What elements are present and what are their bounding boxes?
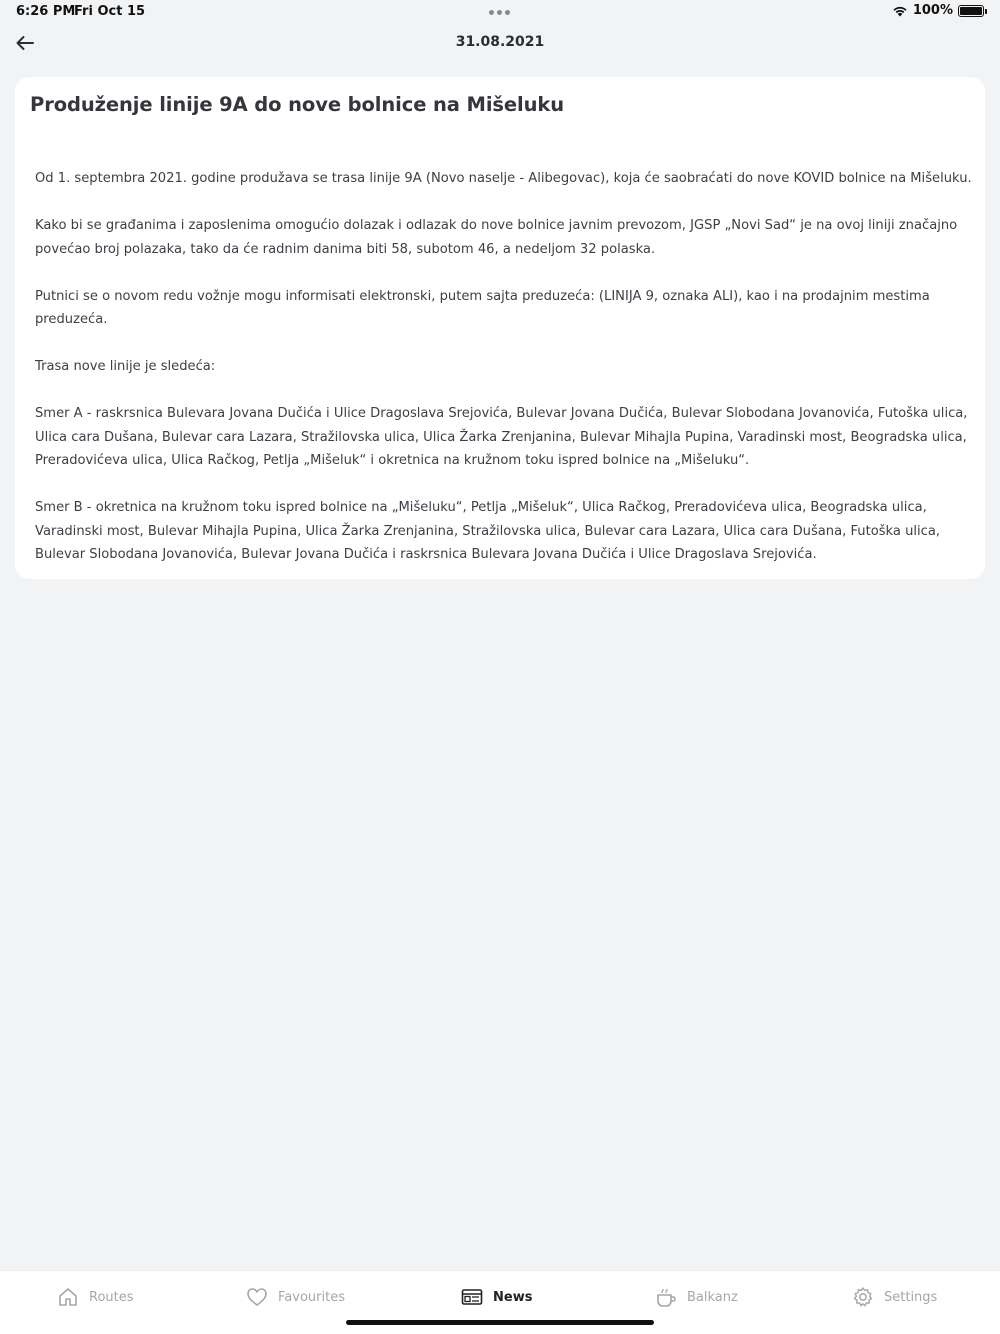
tab-routes[interactable] xyxy=(57,1285,134,1309)
tab-settings[interactable] xyxy=(852,1285,937,1309)
tab-favourites[interactable] xyxy=(246,1285,345,1309)
home-icon xyxy=(57,1286,79,1308)
status-date: Fri Oct 15 xyxy=(74,4,146,19)
status-bar xyxy=(0,0,1000,24)
article-paragraph: Smer B - okretnica na kružnom toku ispred bolnice na „Mišeluku“, Petlja „Mišeluk“, Ulica Račkog, Preradovićeva ulica, Beogradska ulica, Varadinski most, Bulevar Mihajla Pupina, Ulica Žarka Zrenjanina, Stražilovska ulica, Bulevar cara Lazara, Ulica cara Dušana, Futoška ulica, Bulevar Slobodana Jovanovića, Bulevar Jovana Dučića i raskrsnica Bulevara Jovana Dučića i Ulice Dragoslava Srejovića. xyxy=(35,500,941,562)
article-paragraph: Smer A - raskrsnica Bulevara Jovana Dučića i Ulice Dragoslava Srejovića, Bulevar Jovana Dučića, Bulevar Slobodana Jovanovića, Futoška ulica, Ulica cara Dušana, Bulevar cara Lazara, Stražilovska ulica, Ulica Žarka Zrenjanina, Bulevar Mihajla Pupina, Varadinski most, Beogradska ulica, Preradovićeva ulica, Ulica Račkog, Petlja „Mišeluk“ i okretnica na kružnom toku ispred bolnice na „Mišeluku“. xyxy=(35,406,968,468)
home-indicator[interactable] xyxy=(346,1320,654,1325)
heart-icon xyxy=(246,1286,268,1308)
gear-icon xyxy=(852,1286,874,1308)
multitasking-dots-icon[interactable] xyxy=(489,10,510,15)
article-card xyxy=(15,77,985,579)
battery-icon xyxy=(958,5,984,17)
article-title: Produženje linije 9A do nove bolnice na Mišeluku xyxy=(30,93,565,116)
coffee-cup-icon xyxy=(655,1286,677,1308)
article-paragraph: Putnici se o novom redu vožnje mogu informisati elektronski, putem sajta preduzeća: (LINIJA 9, oznaka ALI), kao i na prodajnim mestima preduzeća. xyxy=(35,288,930,327)
tab-label: News xyxy=(493,1289,533,1305)
tab-news[interactable] xyxy=(461,1285,532,1309)
article-paragraph: Kako bi se građanima i zaposlenima omogućio dolazak i odlazak do nove bolnice javnim prevozom, JGSP „Novi Sad“ je na ovoj liniji značajno povećao broj polazaka, tako da će radnim danima biti 58, subotom 46, a nedeljom 32 polaska. xyxy=(35,218,958,257)
battery-percentage: 100% xyxy=(912,3,953,18)
status-indicators xyxy=(892,3,984,18)
status-time: 6:26 PM xyxy=(16,4,76,19)
wifi-icon xyxy=(892,5,908,17)
tab-label: Routes xyxy=(89,1289,134,1305)
article-body xyxy=(35,167,973,567)
nav-header xyxy=(0,24,1000,64)
page-title: 31.08.2021 xyxy=(455,34,545,50)
article-paragraph: Od 1. septembra 2021. godine produžava se trasa linije 9A (Novo naselje - Alibegovac), koja će saobraćati do nove KOVID bolnice na Mišeluku. xyxy=(35,171,972,186)
tab-balkanz[interactable] xyxy=(655,1285,738,1309)
tab-label: Settings xyxy=(884,1289,938,1305)
tab-label: Balkanz xyxy=(687,1289,738,1305)
article-paragraph: Trasa nove linije je sledeća: xyxy=(35,359,216,374)
tab-label: Favourites xyxy=(278,1289,345,1305)
newspaper-icon xyxy=(461,1286,483,1308)
